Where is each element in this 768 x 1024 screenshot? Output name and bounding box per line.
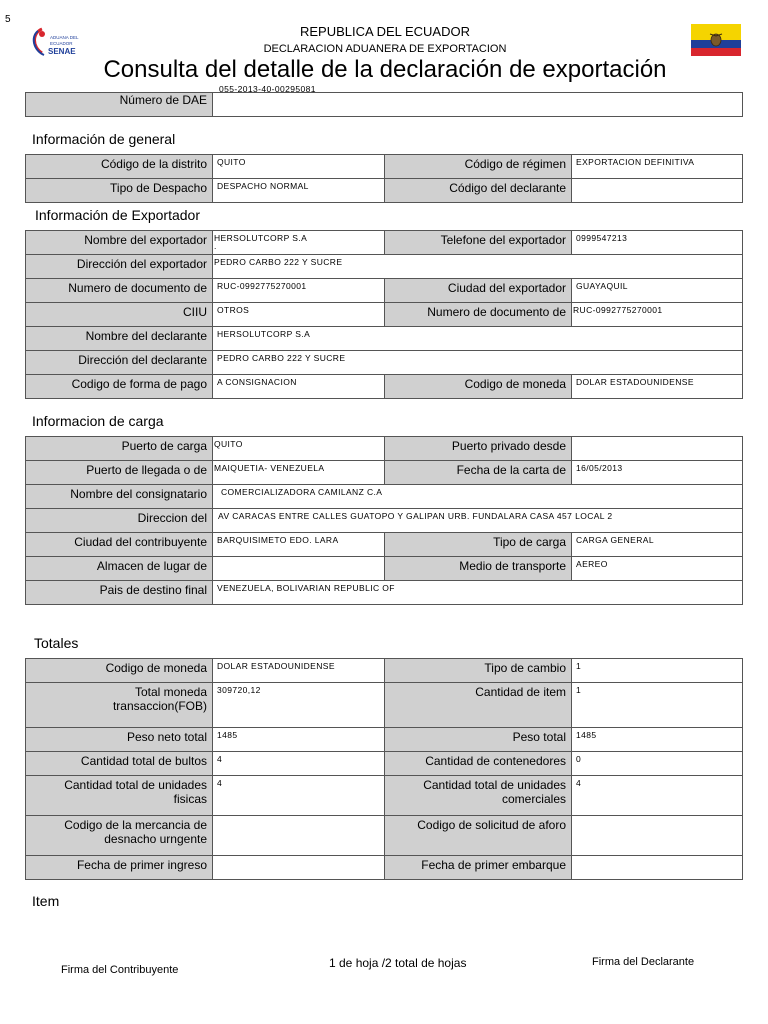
unidades-comerciales-label-line2: comerciales xyxy=(501,792,566,806)
direccion-consignatario-value: AV CARACAS ENTRE CALLES GUATOPO Y GALIPAN URB. FUNDALARA CASA 457 LOCAL 2 xyxy=(213,509,743,533)
peso-total-value: 1485 xyxy=(572,728,743,752)
direccion-declarante-label: Dirección del declarante xyxy=(26,351,213,375)
regimen-label: Código de régimen xyxy=(385,155,572,179)
totales-table xyxy=(25,658,743,880)
numdoc-label: Numero de documento de xyxy=(26,279,213,303)
numdoc2-value: RUC-0992775270001 xyxy=(572,303,743,327)
direccion-consignatario-label: Direccion del xyxy=(26,509,213,533)
forma-pago-label: Codigo de forma de pago xyxy=(26,375,213,399)
mercancia-urgente-label-line2: desnacho urngente xyxy=(104,832,207,846)
logo-line1: ADUANA DEL xyxy=(50,35,79,40)
carga-heading: Informacion de carga xyxy=(32,413,164,429)
fecha-carta-value: 16/05/2013 xyxy=(572,461,743,485)
general-table xyxy=(25,154,743,203)
puerto-llegada-value: MAIQUETIA- VENEZUELA xyxy=(213,461,385,485)
mercancia-urgente-value xyxy=(213,816,385,856)
nombre-declarante-label: Nombre del declarante xyxy=(26,327,213,351)
mercancia-urgente-label-line1: Codigo de la mercancia de xyxy=(64,818,207,832)
exportador-direccion-value: PEDRO CARBO 222 Y SUCRE xyxy=(213,255,743,279)
almacen-label: Almacen de lugar de xyxy=(26,557,213,581)
peso-neto-value: 1485 xyxy=(213,728,385,752)
mercancia-urgente-label xyxy=(26,816,213,856)
firma-contribuyente: Firma del Contribuyente xyxy=(61,964,179,976)
peso-total-label: Peso total xyxy=(385,728,572,752)
dae-value xyxy=(213,84,743,117)
cantidad-item-label: Cantidad de item xyxy=(385,683,572,728)
bultos-label: Cantidad total de bultos xyxy=(26,752,213,776)
item-heading: Item xyxy=(32,893,60,909)
dae-label: Número de DAE xyxy=(26,93,213,117)
contenedores-value: 0 xyxy=(572,752,743,776)
declarante-code-label: Código del declarante xyxy=(385,179,572,203)
ciiu-label: CIIU xyxy=(26,303,213,327)
regimen-value: EXPORTACION DEFINITIVA xyxy=(572,155,743,179)
document-type: DECLARACION ADUANERA DE EXPORTACION xyxy=(263,43,507,55)
firma-declarante: Firma del Declarante xyxy=(592,956,695,968)
exportador-ciudad-value: GUAYAQUIL xyxy=(572,279,743,303)
unidades-comerciales-value: 4 xyxy=(572,776,743,816)
unidades-fisicas-label xyxy=(26,776,213,816)
puerto-carga-label: Puerto de carga xyxy=(26,437,213,461)
medio-transporte-value: AEREO xyxy=(572,557,743,581)
distrito-value: QUITO xyxy=(213,155,385,179)
tipo-carga-label: Tipo de carga xyxy=(385,533,572,557)
fecha-carta-label: Fecha de la carta de xyxy=(385,461,572,485)
total-fob-label-line1: Total moneda xyxy=(134,685,207,699)
exportador-nombre-line1: HERSOLUTCORP S.A xyxy=(214,233,308,243)
primer-embarque-value xyxy=(572,856,743,880)
exportador-nombre-label: Nombre del exportador xyxy=(26,231,213,255)
general-heading: Información de general xyxy=(32,131,176,147)
tipo-cambio-label: Tipo de cambio xyxy=(385,659,572,683)
primer-ingreso-value xyxy=(213,856,385,880)
primer-ingreso-label: Fecha de primer ingreso xyxy=(26,856,213,880)
consignatario-label: Nombre del consignatario xyxy=(26,485,213,509)
distrito-label: Código de la distrito xyxy=(26,155,213,179)
despacho-value: DESPACHO NORMAL xyxy=(213,179,385,203)
tipo-cambio-value: 1 xyxy=(572,659,743,683)
page-title: Consulta del detalle de la declaración de exportación xyxy=(103,56,667,83)
primer-embarque-label: Fecha de primer embarque xyxy=(385,856,572,880)
unidades-fisicas-label-line2: fisicas xyxy=(173,792,207,806)
exportador-nombre-value xyxy=(213,231,385,255)
puerto-privado-label: Puerto privado desde xyxy=(385,437,572,461)
total-fob-label-line2: transaccion(FOB) xyxy=(112,699,207,713)
forma-pago-value: A CONSIGNACION xyxy=(213,375,385,399)
bultos-value: 4 xyxy=(213,752,385,776)
total-fob-label xyxy=(26,683,213,728)
exportador-moneda-value: DOLAR ESTADOUNIDENSE xyxy=(572,375,743,399)
dae-number: 055-2013-40-00295081 xyxy=(219,84,316,94)
exportador-nombre-line2: . xyxy=(214,241,217,251)
carga-table xyxy=(25,436,743,605)
numdoc-value: RUC-0992775270001 xyxy=(213,279,385,303)
direccion-declarante-value: PEDRO CARBO 222 Y SUCRE xyxy=(213,351,743,375)
almacen-value xyxy=(213,557,385,581)
exportador-moneda-label: Codigo de moneda xyxy=(385,375,572,399)
puerto-llegada-label: Puerto de llegada o de xyxy=(26,461,213,485)
ciudad-contribuyente-value: BARQUISIMETO EDO. LARA xyxy=(213,533,385,557)
logo-line3: SENAE xyxy=(48,47,76,56)
puerto-privado-value xyxy=(572,437,743,461)
exportador-table xyxy=(25,230,743,399)
unidades-fisicas-label-line1: Cantidad total de unidades xyxy=(64,778,207,792)
nombre-declarante-value: HERSOLUTCORP S.A xyxy=(213,327,743,351)
pais-destino-value: VENEZUELA, BOLIVARIAN REPUBLIC OF xyxy=(213,581,743,605)
page-number: 5 xyxy=(5,14,11,25)
despacho-label: Tipo de Despacho xyxy=(26,179,213,203)
exportador-heading: Información de Exportador xyxy=(35,207,200,223)
peso-neto-label: Peso neto total xyxy=(26,728,213,752)
unidades-comerciales-label-line1: Cantidad total de unidades xyxy=(423,778,566,792)
totales-heading: Totales xyxy=(34,635,79,651)
unidades-fisicas-value: 4 xyxy=(213,776,385,816)
ciiu-value: OTROS xyxy=(213,303,385,327)
total-fob-value: 309720,12 xyxy=(213,683,385,728)
totales-moneda-label: Codigo de moneda xyxy=(26,659,213,683)
totales-moneda-value: DOLAR ESTADOUNIDENSE xyxy=(213,659,385,683)
country-heading: REPUBLICA DEL ECUADOR xyxy=(299,24,470,39)
dae-table xyxy=(25,84,743,117)
exportador-ciudad-label: Ciudad del exportador xyxy=(385,279,572,303)
unidades-comerciales-label xyxy=(385,776,572,816)
solicitud-aforo-label: Codigo de solicitud de aforo xyxy=(385,816,572,856)
medio-transporte-label: Medio de transporte xyxy=(385,557,572,581)
consignatario-value: COMERCIALIZADORA CAMILANZ C.A xyxy=(213,485,743,509)
numdoc2-label: Numero de documento de xyxy=(385,303,572,327)
cantidad-item-value: 1 xyxy=(572,683,743,728)
exportador-direccion-label: Dirección del exportador xyxy=(26,255,213,279)
logo-line2: ECUADOR xyxy=(50,41,73,46)
solicitud-aforo-value xyxy=(572,816,743,856)
page-count: 1 de hoja /2 total de hojas xyxy=(329,956,467,970)
declarante-code-value xyxy=(572,179,743,203)
tipo-carga-value: CARGA GENERAL xyxy=(572,533,743,557)
pais-destino-label: Pais de destino final xyxy=(26,581,213,605)
telefono-value: 0999547213 xyxy=(572,231,743,255)
contenedores-label: Cantidad de contenedores xyxy=(385,752,572,776)
telefono-label: Telefone del exportador xyxy=(385,231,572,255)
puerto-carga-value: QUITO xyxy=(213,437,385,461)
ciudad-contribuyente-label: Ciudad del contribuyente xyxy=(26,533,213,557)
